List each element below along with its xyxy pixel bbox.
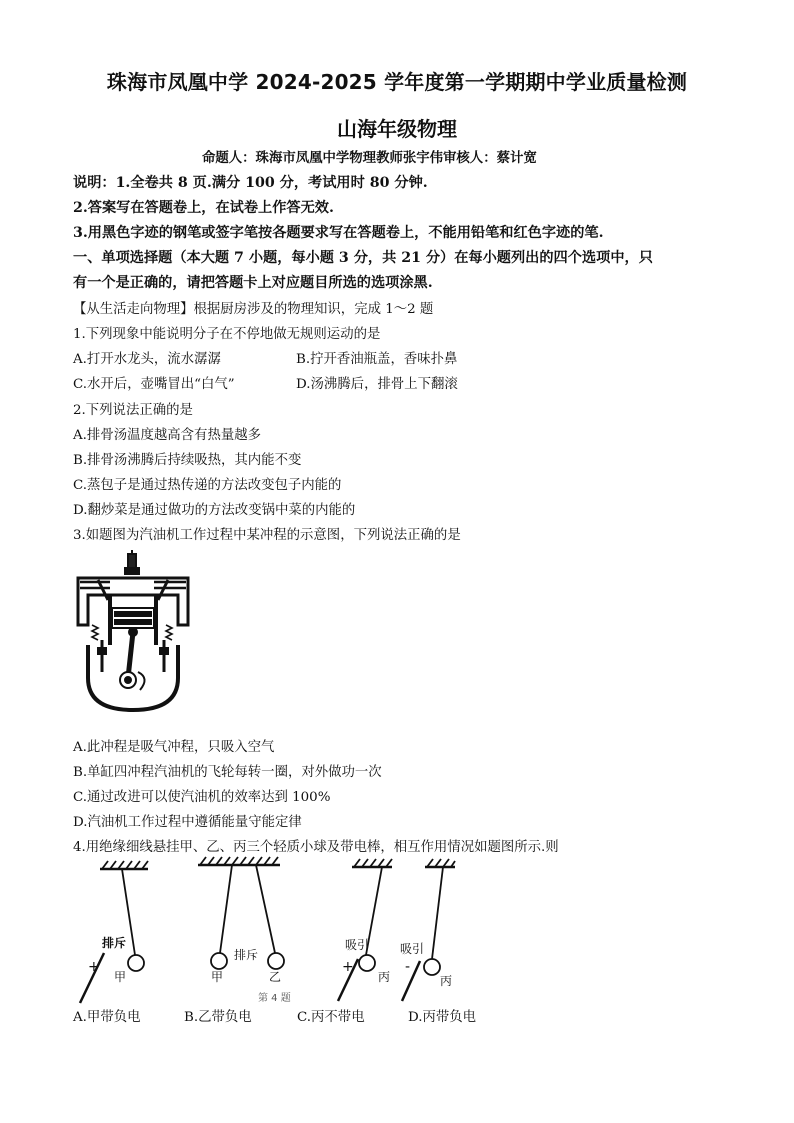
label-repel-2: 排斥 bbox=[234, 948, 259, 962]
exam-title: 珠海市凤凰中学 2024-2025 学年度第一学期期中学业质量检测 bbox=[106, 70, 688, 94]
label-yi: 乙 bbox=[269, 970, 282, 984]
instruction-1: 说明：1.全卷共 8 页.满分 100 分，考试用时 80 分钟. bbox=[73, 175, 428, 191]
label-attract-1: 吸引 bbox=[345, 938, 370, 952]
question-3-stem: 3.如题图为汽油机工作过程中某冲程的示意图，下列说法正确的是 bbox=[73, 528, 461, 543]
engine-stroke-figure bbox=[70, 550, 200, 715]
question-4-stem: 4.用绝缘细线悬挂甲、乙、丙三个轻质小球及带电棒，相互作用情况如题图所示.则 bbox=[73, 840, 559, 855]
question-1-stem: 1.下列现象中能说明分子在不停地做无规则运动的是 bbox=[73, 327, 381, 342]
question-3-option-d[interactable]: D.汽油机工作过程中遵循能量守能定律 bbox=[73, 815, 302, 830]
label-repel-1: 排斥 bbox=[102, 936, 127, 950]
ball-yi-panel2 bbox=[268, 953, 284, 969]
spark-plug bbox=[128, 554, 136, 568]
question-3-option-b[interactable]: B.单缸四冲程汽油机的飞轮每转一圈，对外做功一次 bbox=[73, 765, 382, 780]
question-3-option-c[interactable]: C.通过改进可以使汽油机的效率达到 100% bbox=[73, 790, 331, 805]
question-4-option-d[interactable]: D.丙带负电 bbox=[408, 1010, 477, 1025]
ball-bing-panel3 bbox=[359, 955, 375, 971]
ball-bing-panel4 bbox=[424, 959, 440, 975]
question-2-option-b[interactable]: B.排骨汤沸腾后持续吸热，其内能不变 bbox=[73, 453, 302, 468]
label-plus-1: + bbox=[88, 959, 100, 975]
question-2-option-c[interactable]: C.蒸包子是通过热传递的方法改变包子内能的 bbox=[73, 478, 342, 493]
ball-jia-panel2 bbox=[211, 953, 227, 969]
question-4-option-b[interactable]: B.乙带负电 bbox=[184, 1010, 252, 1025]
charged-balls-figure bbox=[70, 855, 490, 1005]
instruction-3: 3.用黑色字迹的钢笔或签字笔按各题要求写在答题卷上，不能用铅笔和红色字迹的笔. bbox=[73, 225, 604, 241]
label-plus-2: + bbox=[342, 959, 354, 975]
label-attract-2: 吸引 bbox=[400, 942, 425, 956]
question-4-option-a[interactable]: A.甲带负电 bbox=[73, 1010, 141, 1025]
question-2-stem: 2.下列说法正确的是 bbox=[73, 403, 193, 418]
question-3-option-a[interactable]: A.此冲程是吸气冲程，只吸入空气 bbox=[73, 740, 275, 755]
question-1-option-b[interactable]: B.拧开香油瓶盖，香味扑鼻 bbox=[296, 352, 458, 367]
label-bing-1: 丙 bbox=[378, 970, 391, 984]
figure-4-caption: 第 4 题 bbox=[258, 993, 291, 1004]
ball-jia-panel1 bbox=[128, 955, 144, 971]
question-1-option-c[interactable]: C.水开后，壶嘴冒出“白气” bbox=[73, 377, 235, 392]
label-bing-2: 丙 bbox=[440, 974, 453, 988]
question-2-option-a[interactable]: A.排骨汤温度越高含有热量越多 bbox=[73, 428, 262, 443]
question-1-option-d[interactable]: D.汤沸腾后，排骨上下翻滚 bbox=[296, 377, 458, 392]
label-jia-2: 甲 bbox=[211, 970, 224, 984]
section-heading-cont: 有一个是正确的，请把答题卡上对应题目所选的选项涂黑. bbox=[73, 275, 433, 291]
context-note: 【从生活走向物理】根据厨房涉及的物理知识，完成 1～2 题 bbox=[73, 302, 434, 317]
exam-authors: 命题人：珠海市凤凰中学物理教师张宇伟审核人：蔡计宽 bbox=[202, 150, 537, 166]
question-2-option-d[interactable]: D.翻炒菜是通过做功的方法改变锅中菜的内能的 bbox=[73, 503, 356, 518]
section-heading: 一、单项选择题（本大题 7 小题，每小题 3 分，共 21 分）在每小题列出的四个选项中，只 bbox=[73, 250, 653, 266]
label-minus: - bbox=[405, 959, 411, 975]
question-1-option-a[interactable]: A.打开水龙头，流水潺潺 bbox=[73, 352, 221, 367]
label-jia-1: 甲 bbox=[114, 970, 127, 984]
question-4-option-c[interactable]: C.丙不带电 bbox=[297, 1010, 365, 1025]
instruction-2: 2.答案写在答题卷上，在试卷上作答无效. bbox=[73, 200, 334, 216]
exam-subtitle: 山海年级物理 bbox=[337, 117, 457, 141]
